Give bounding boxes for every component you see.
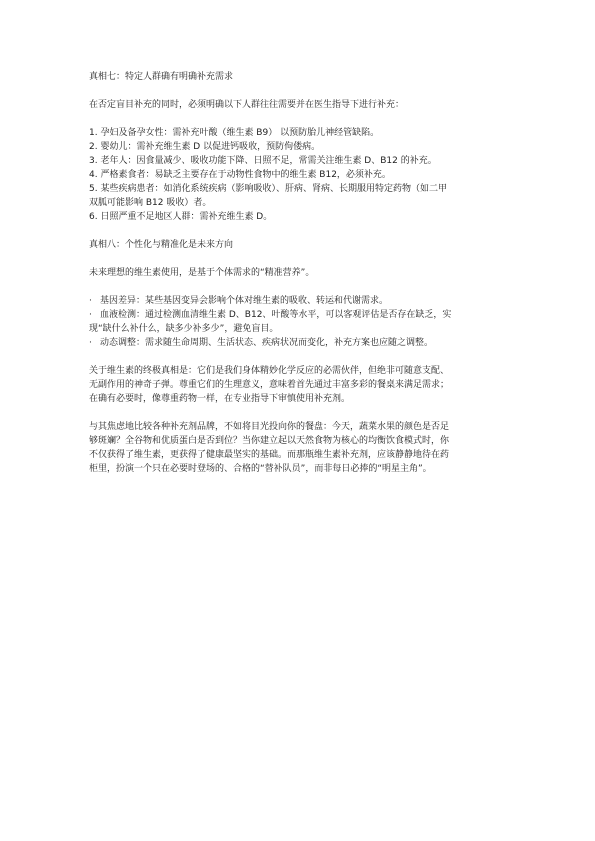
truth7-item-2: 2. 婴幼儿：需补充维生素 D 以促进钙吸收，预防佝偻病。 — [89, 142, 321, 152]
bullet-icon: · — [89, 338, 92, 348]
bullet-icon: · — [89, 310, 92, 320]
truth7-item-5: 5. 某些疾病患者：如消化系统疾病（影响吸收）、肝病、肾病、长期服用特定药物（如二甲 — [89, 184, 447, 194]
truth8-item-3 — [89, 336, 507, 350]
closing-line-3: 不仅获得了维生素，更获得了健康最坚实的基础。而那瓶维生素补充剂，应该静静地待在药 — [89, 450, 450, 460]
truth8-item-2-cont: 现“缺什么补什么，缺多少补多少”，避免盲目。 — [89, 324, 279, 334]
conclusion-line-2: 无副作用的神奇子弹。尊重它们的生理意义，意味着首先通过丰富多彩的餐桌来满足需求； — [89, 380, 450, 390]
truth8-item-3-text: 动态调整：需求随生命周期、生活状态、疾病状况而变化，补充方案也应随之调整。 — [100, 338, 434, 348]
bullet-icon: · — [89, 296, 92, 306]
truth8-item-1-text: 基因差异：某些基因变异会影响个体对维生素的吸收、转运和代谢需求。 — [100, 296, 389, 306]
truth8-item-2 — [89, 308, 507, 322]
truth8-heading: 真相八：个性化与精准化是未来方向 — [89, 240, 234, 250]
truth7-item-1: 1. 孕妇及备孕女性：需补充叶酸（维生素 B9） 以预防胎儿神经管缺陷。 — [89, 128, 380, 138]
truth8-item-1 — [89, 294, 507, 308]
conclusion-paragraph — [89, 364, 507, 406]
truth8-list — [89, 294, 507, 350]
truth7-item-3: 3. 老年人：因食量减少、吸收功能下降、日照不足，常需关注维生素 D、B12 的补充。 — [89, 156, 437, 166]
truth7-list — [89, 126, 507, 224]
conclusion-line-3: 在确有必要时，像尊重药物一样，在专业指导下审慎使用补充剂。 — [89, 394, 351, 404]
truth7-item-4: 4. 严格素食者：易缺乏主要存在于动物性食物中的维生素 B12，必须补充。 — [89, 170, 391, 180]
truth8-item-2-text: 血液检测：通过检测血清维生素 D、B12、叶酸等水平，可以客观评估是否存在缺乏，实 — [100, 310, 452, 320]
truth8-intro: 未来理想的维生素使用，是基于个体需求的“精准营养”。 — [89, 268, 315, 278]
truth7-heading: 真相七：特定人群确有明确补充需求 — [89, 72, 234, 82]
truth7-item-6: 6. 日照严重不足地区人群：需补充维生素 D。 — [89, 212, 273, 222]
truth7-item-5-cont: 双胍可能影响 B12 吸收）者。 — [89, 198, 212, 208]
truth7-intro: 在否定盲目补充的同时，必须明确以下人群往往需要并在医生指导下进行补充： — [89, 100, 405, 110]
conclusion-line-1: 关于维生素的终极真相是：它们是我们身体精妙化学反应的必需伙伴，但绝非可随意支配、 — [89, 366, 450, 376]
closing-line-2: 够斑斓？全谷物和优质蛋白是否到位？当你建立起以天然食物为核心的均衡饮食模式时，你 — [89, 436, 450, 446]
closing-line-1: 与其焦虑地比较各种补充剂品牌，不如将目光投向你的餐盘：今天，蔬菜水果的颜色是否足 — [89, 422, 450, 432]
closing-paragraph — [89, 420, 507, 476]
closing-line-4: 柜里，扮演一个只在必要时登场的、合格的“替补队员”，而非每日必捧的“明星主角”。 — [89, 464, 432, 474]
